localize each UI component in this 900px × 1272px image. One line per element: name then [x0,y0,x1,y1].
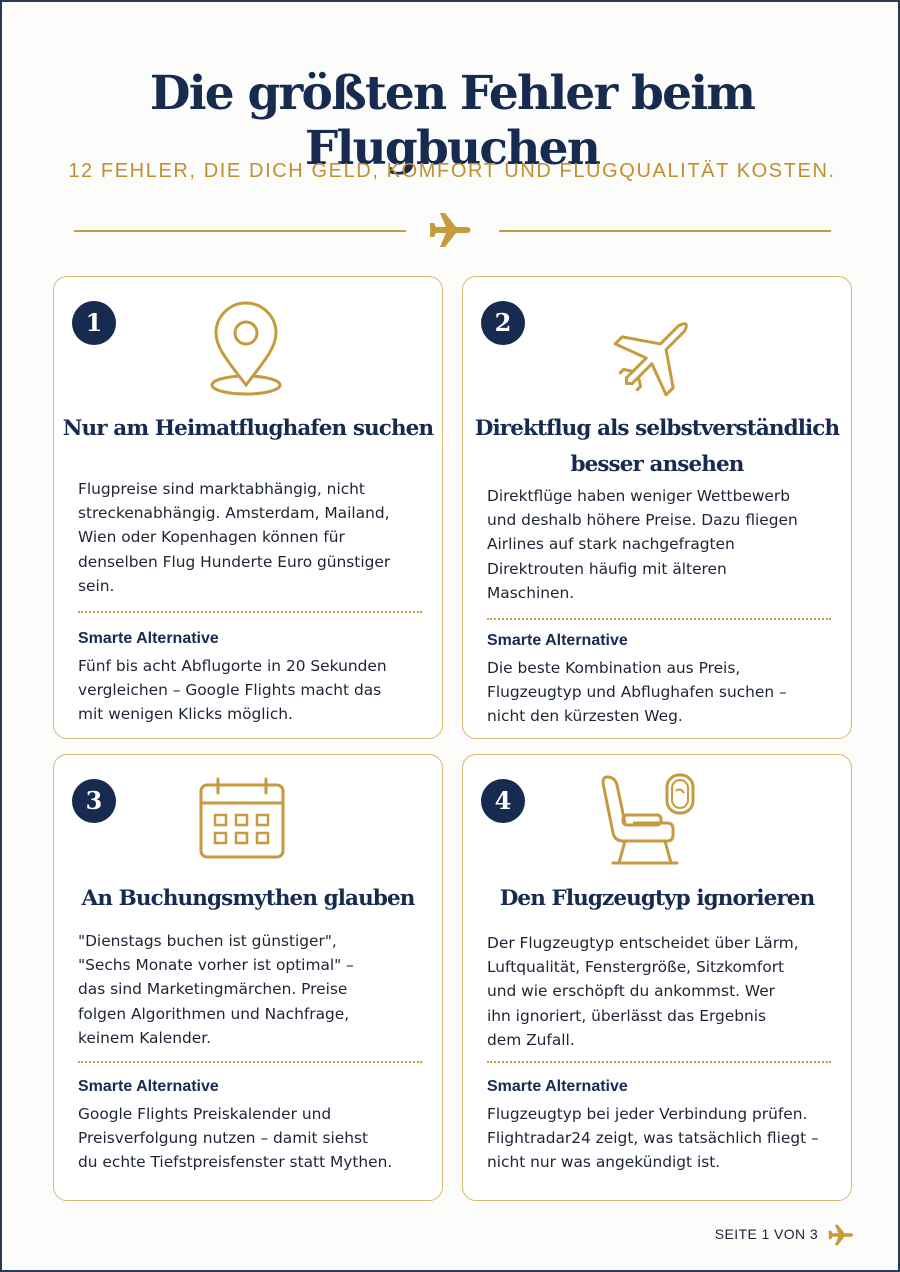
body-line: und deshalb höhere Preise. Dazu fliegen [487,511,798,530]
body-line: Direktrouten häufig mit älteren [487,559,727,578]
tip-card-2 [462,276,852,739]
alt-line: nicht den kürzesten Weg. [487,707,683,726]
body-line: Wien oder Kopenhagen können für [78,528,345,547]
location-pin-icon [206,301,286,397]
card-body [487,484,831,605]
page-title: Die größten Fehler beim Flugbuchen [149,66,755,176]
alternative-title: Smarte Alternative [78,630,219,647]
tip-card-1 [53,276,443,739]
alternative-title: Smarte Alternative [487,632,628,649]
alt-line: Flugzeugtyp bei jeder Verbindung prüfen. [487,1105,808,1123]
body-line: Maschinen. [487,583,575,602]
page-number: SEITE 1 VON 3 [714,1226,818,1242]
body-line: denselben Flug Hunderte Euro günstiger [78,552,391,571]
alt-line: Die beste Kombination aus Preis, [487,659,741,677]
dotted-divider [78,1061,422,1063]
card-number-badge: 1 [72,301,116,345]
card-body [487,931,831,1052]
alternative-body [78,654,422,727]
alternative-title: Smarte Alternative [78,1078,219,1095]
card-number-badge: 3 [72,779,116,823]
card-number-badge: 4 [481,779,525,823]
divider-left [74,230,406,232]
body-line: streckenabhängig. Amsterdam, Mailand, [78,504,390,523]
alternative-title: Smarte Alternative [487,1078,628,1095]
card-body [78,477,422,598]
card-heading: An Buchungsmythen glauben [81,886,415,911]
alt-line: du echte Tiefstpreisfenster statt Mythen. [78,1153,393,1172]
card-heading-line: Direktflug als selbstverständlich [474,416,840,441]
alternative-body [487,1102,831,1175]
airplane-icon [611,303,707,399]
body-line: sein. [78,576,115,595]
body-line: ihn ignoriert, überlässt das Ergebnis [487,1006,767,1025]
card-heading: Nur am Heimatflughafen suchen [62,416,434,441]
tip-card-3 [53,754,443,1201]
dotted-divider [487,618,831,620]
airplane-seat-icon [597,771,701,871]
alt-line: Preisverfolgung nutzen – damit siehst [78,1129,369,1148]
alt-line: nicht nur was angekündigt ist. [487,1153,721,1172]
alt-line: Fünf bis acht Abflugorte in 20 Sekunden [78,657,387,675]
card-body [78,929,422,1050]
alt-line: mit wenigen Klicks möglich. [78,705,293,724]
body-line: Direktflüge haben weniger Wettbewerb [487,487,790,505]
body-line: Luftqualität, Fenstergröße, Sitzkomfort [487,958,785,977]
body-line: Der Flugzeugtyp entscheidet über Lärm, [487,934,799,952]
alternative-body [78,1102,422,1175]
tip-card-4 [462,754,852,1201]
body-line: das sind Marketingmärchen. Preise [78,980,348,999]
alt-line: vergleichen – Google Flights macht das [78,681,382,700]
body-line: Flugpreise sind marktabhängig, nicht [78,480,365,498]
card-heading-line: besser ansehen [570,452,744,477]
plane-icon [430,210,474,250]
body-line: keinem Kalender. [78,1028,212,1047]
card-number-badge: 2 [481,301,525,345]
dotted-divider [78,611,422,613]
plane-icon [828,1223,856,1247]
card-heading: Den Flugzeugtyp ignorieren [499,886,815,911]
alt-line: Flugzeugtyp und Abflughafen suchen – [487,683,787,702]
card-heading [463,411,851,483]
body-line: "Sechs Monate vorher ist optimal" – [78,956,354,975]
body-line: Airlines auf stark nachgefragten [487,535,735,554]
alt-line: Google Flights Preiskalender und [78,1105,332,1123]
alternative-body [487,656,831,729]
body-line: "Dienstags buchen ist günstiger", [78,932,337,950]
alt-line: Flightradar24 zeigt, was tatsächlich fliegt – [487,1129,819,1148]
divider-right [499,230,831,232]
body-line: folgen Algorithmen und Nachfrage, [78,1004,350,1023]
dotted-divider [487,1061,831,1063]
calendar-icon [198,777,286,861]
page-subtitle: 12 FEHLER, DIE DICH GELD, KOMFORT UND FLUGQUALITÄT KOSTEN. [68,160,836,182]
body-line: und wie erschöpft du ankommst. Wer [487,982,776,1001]
body-line: dem Zufall. [487,1030,575,1049]
